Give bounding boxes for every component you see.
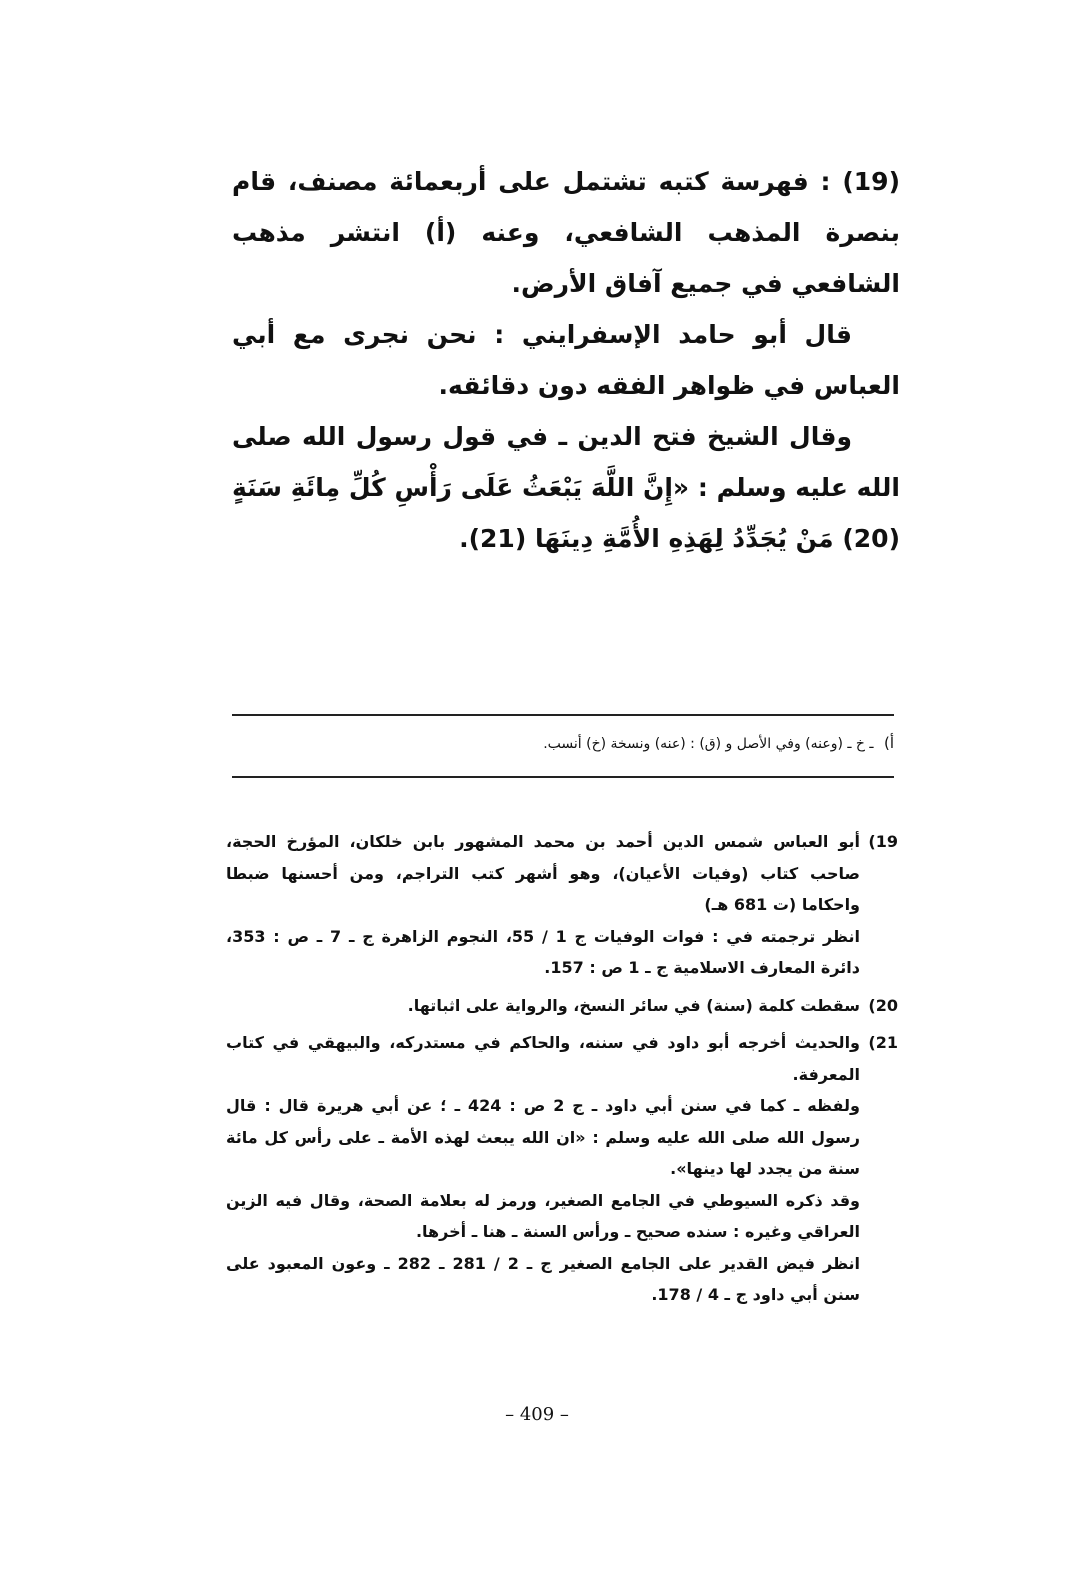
page-number: – 409 – — [505, 1404, 569, 1425]
main-paragraph-2: قال أبو حامد الإسفرايني : نحن نجرى مع أبي العباس في ظواهر الفقه دون دقائقه. — [232, 320, 900, 400]
editor-note-text: ـ خ ـ (وعنه) وفي الأصل و (ق) : (عنه) ونسخة (خ) أنسب. — [543, 736, 874, 752]
editor-note-marker: أ) — [883, 734, 894, 752]
footnote-paragraph: انظر ترجمته في : فوات الوفيات ج 1 / 55، النجوم الزاهرة ج ـ 7 ـ ص : 353، دائرة المعارف الاسلامية ج ـ 1 ص : 157. — [226, 926, 861, 977]
footnote-separator-bottom — [232, 776, 894, 778]
footnote-19 — [226, 826, 898, 984]
main-paragraph-3: وقال الشيخ فتح الدين ـ في قول رسول الله صلى الله عليه وسلم : «إِنَّ اللَّهَ يَبْعَثُ عَلَى رَأْسِ كُلِّ مِائَةِ سَنَةٍ (20) مَنْ يُجَدِّدُ لِهَذِهِ الأُمَّةِ دِينَهَا (21). — [232, 422, 900, 553]
footnote-paragraph: وقد ذكره السيوطي في الجامع الصغير، ورمز له بعلامة الصحة، وقال فيه الزين العراقي وغيره : سنده صحيح ـ ورأس السنة ـ هنا ـ أخرها. — [226, 1190, 860, 1241]
main-paragraph-1: (19) : فهرسة كتبه تشتمل على أربعمائة مصنف، قام بنصرة المذهب الشافعي، وعنه (أ) انتشر مذهب الشافعي في جميع آفاق الأرض. — [232, 167, 900, 298]
footnotes — [226, 826, 898, 1311]
editor-note — [232, 730, 894, 757]
footnote-20 — [226, 990, 898, 1022]
footnote-paragraph: والحديث أخرجه أبو داود في سننه، والحاكم في مستدركه، والبيهقي في كتاب المعرفة. — [226, 1033, 860, 1084]
footnote-21 — [226, 1027, 898, 1311]
footnote-separator-top — [232, 714, 894, 716]
footnote-paragraph: ولفظه ـ كما في سنن أبي داود ـ ج 2 ص : 424 ـ ؛ عن أبي هريرة قال : قال رسول الله صلى الله عليه وسلم : «ان الله يبعث لهذه الأمة ـ على رأس كل مائة سنة من يجدد لها دينها». — [226, 1096, 860, 1178]
footnote-number: 20) — [868, 995, 898, 1015]
footnote-paragraph: أبو العباس شمس الدين أحمد بن محمد المشهور بابن خلكان، المؤرخ الحجة، صاحب كتاب (وفيات الأعيان)، وهو أشهر كتب التراجم، ومن أحسنها ضبطا واحكاما (ت 681 هـ) — [226, 832, 860, 914]
main-text — [232, 156, 900, 564]
footnote-number: 21) — [868, 1033, 898, 1052]
footnote-paragraph: انظر فيض القدير على الجامع الصغير ج ـ 2 / 281 ـ 282 ـ وعون المعبود على سنن أبي داود ج ـ 4 / 178. — [226, 1253, 861, 1304]
footnote-number: 19) — [868, 832, 898, 851]
footnote-paragraph: سقطت كلمة (سنة) في سائر النسخ، والرواية على اثباتها. — [407, 995, 860, 1015]
